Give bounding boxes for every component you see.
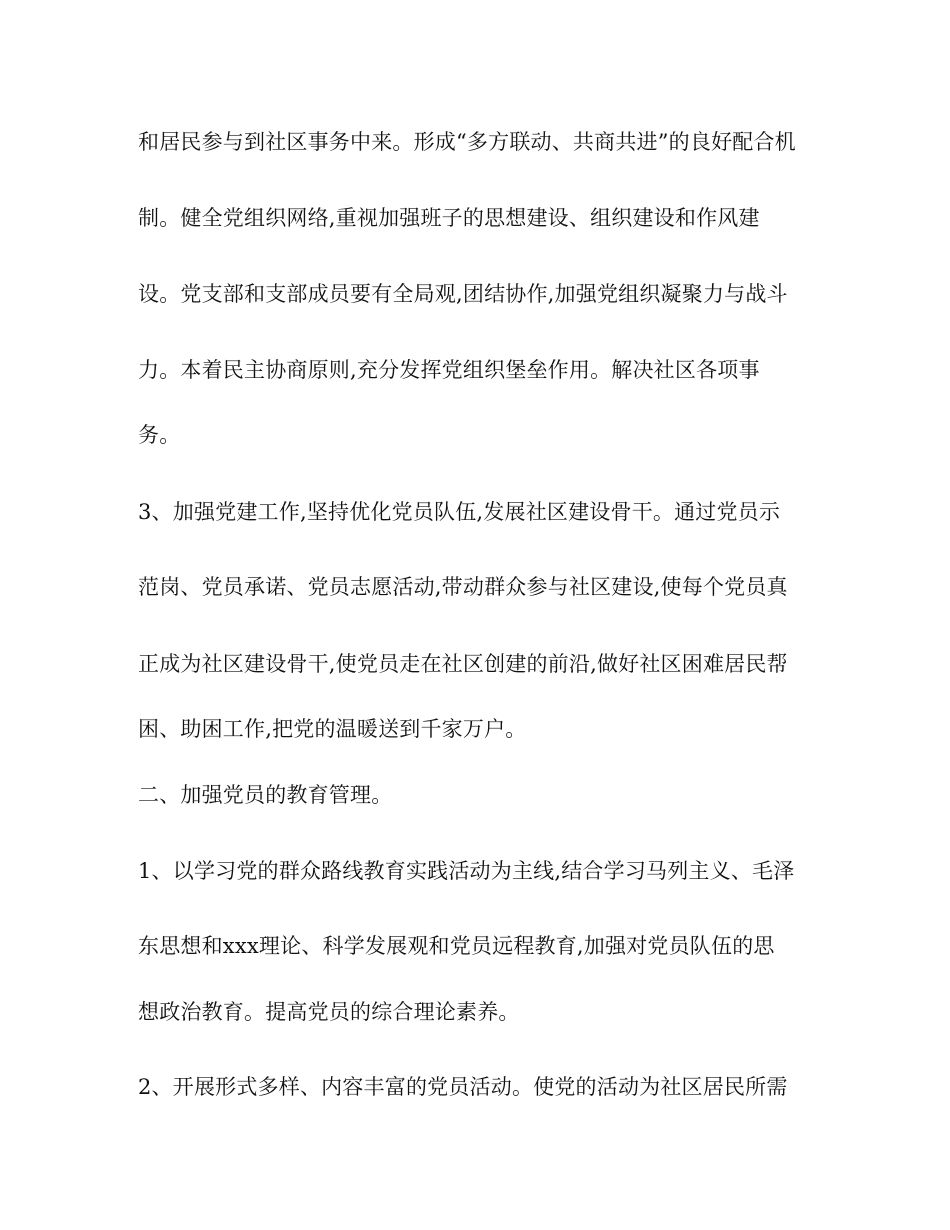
section-heading: 二、加强党员的教育管理。	[138, 783, 393, 807]
text-line: 想政治教育。提高党员的综合理论素养。	[138, 1000, 520, 1024]
text-line: 力。本着民主协商原则,充分发挥党组织堡垒作用。解决社区各项事	[138, 358, 760, 382]
text-line: 东思想和xxx理论、科学发展观和党员远程教育,加强对党员队伍的思	[138, 934, 775, 958]
text-line: 设。党支部和支部成员要有全局观,团结协作,加强党组织凝聚力与战斗	[138, 282, 788, 306]
text-line: 3、加强党建工作,坚持优化党员队伍,发展社区建设骨干。通过党员示	[138, 500, 781, 524]
text-line: 困、助困工作,把党的温暖送到千家万户。	[138, 717, 527, 741]
text-line: 正成为社区建设骨干,使党员走在社区创建的前沿,做好社区困难居民帮	[138, 652, 788, 676]
text-line: 制。健全党组织网络,重视加强班子的思想建设、组织建设和作风建	[138, 206, 760, 230]
text-line: 2、开展形式多样、内容丰富的党员活动。使党的活动为社区居民所需	[138, 1075, 788, 1099]
text-line: 1、以学习党的群众路线教育实践活动为主线,结合学习马列主义、毛泽	[138, 859, 795, 883]
text-line: 和居民参与到社区事务中来。形成“多方联动、共商共进”的良好配合机	[138, 130, 796, 154]
text-line: 范岗、党员承诺、党员志愿活动,带动群众参与社区建设,使每个党员真	[138, 575, 788, 599]
text-line: 务。	[138, 423, 181, 447]
